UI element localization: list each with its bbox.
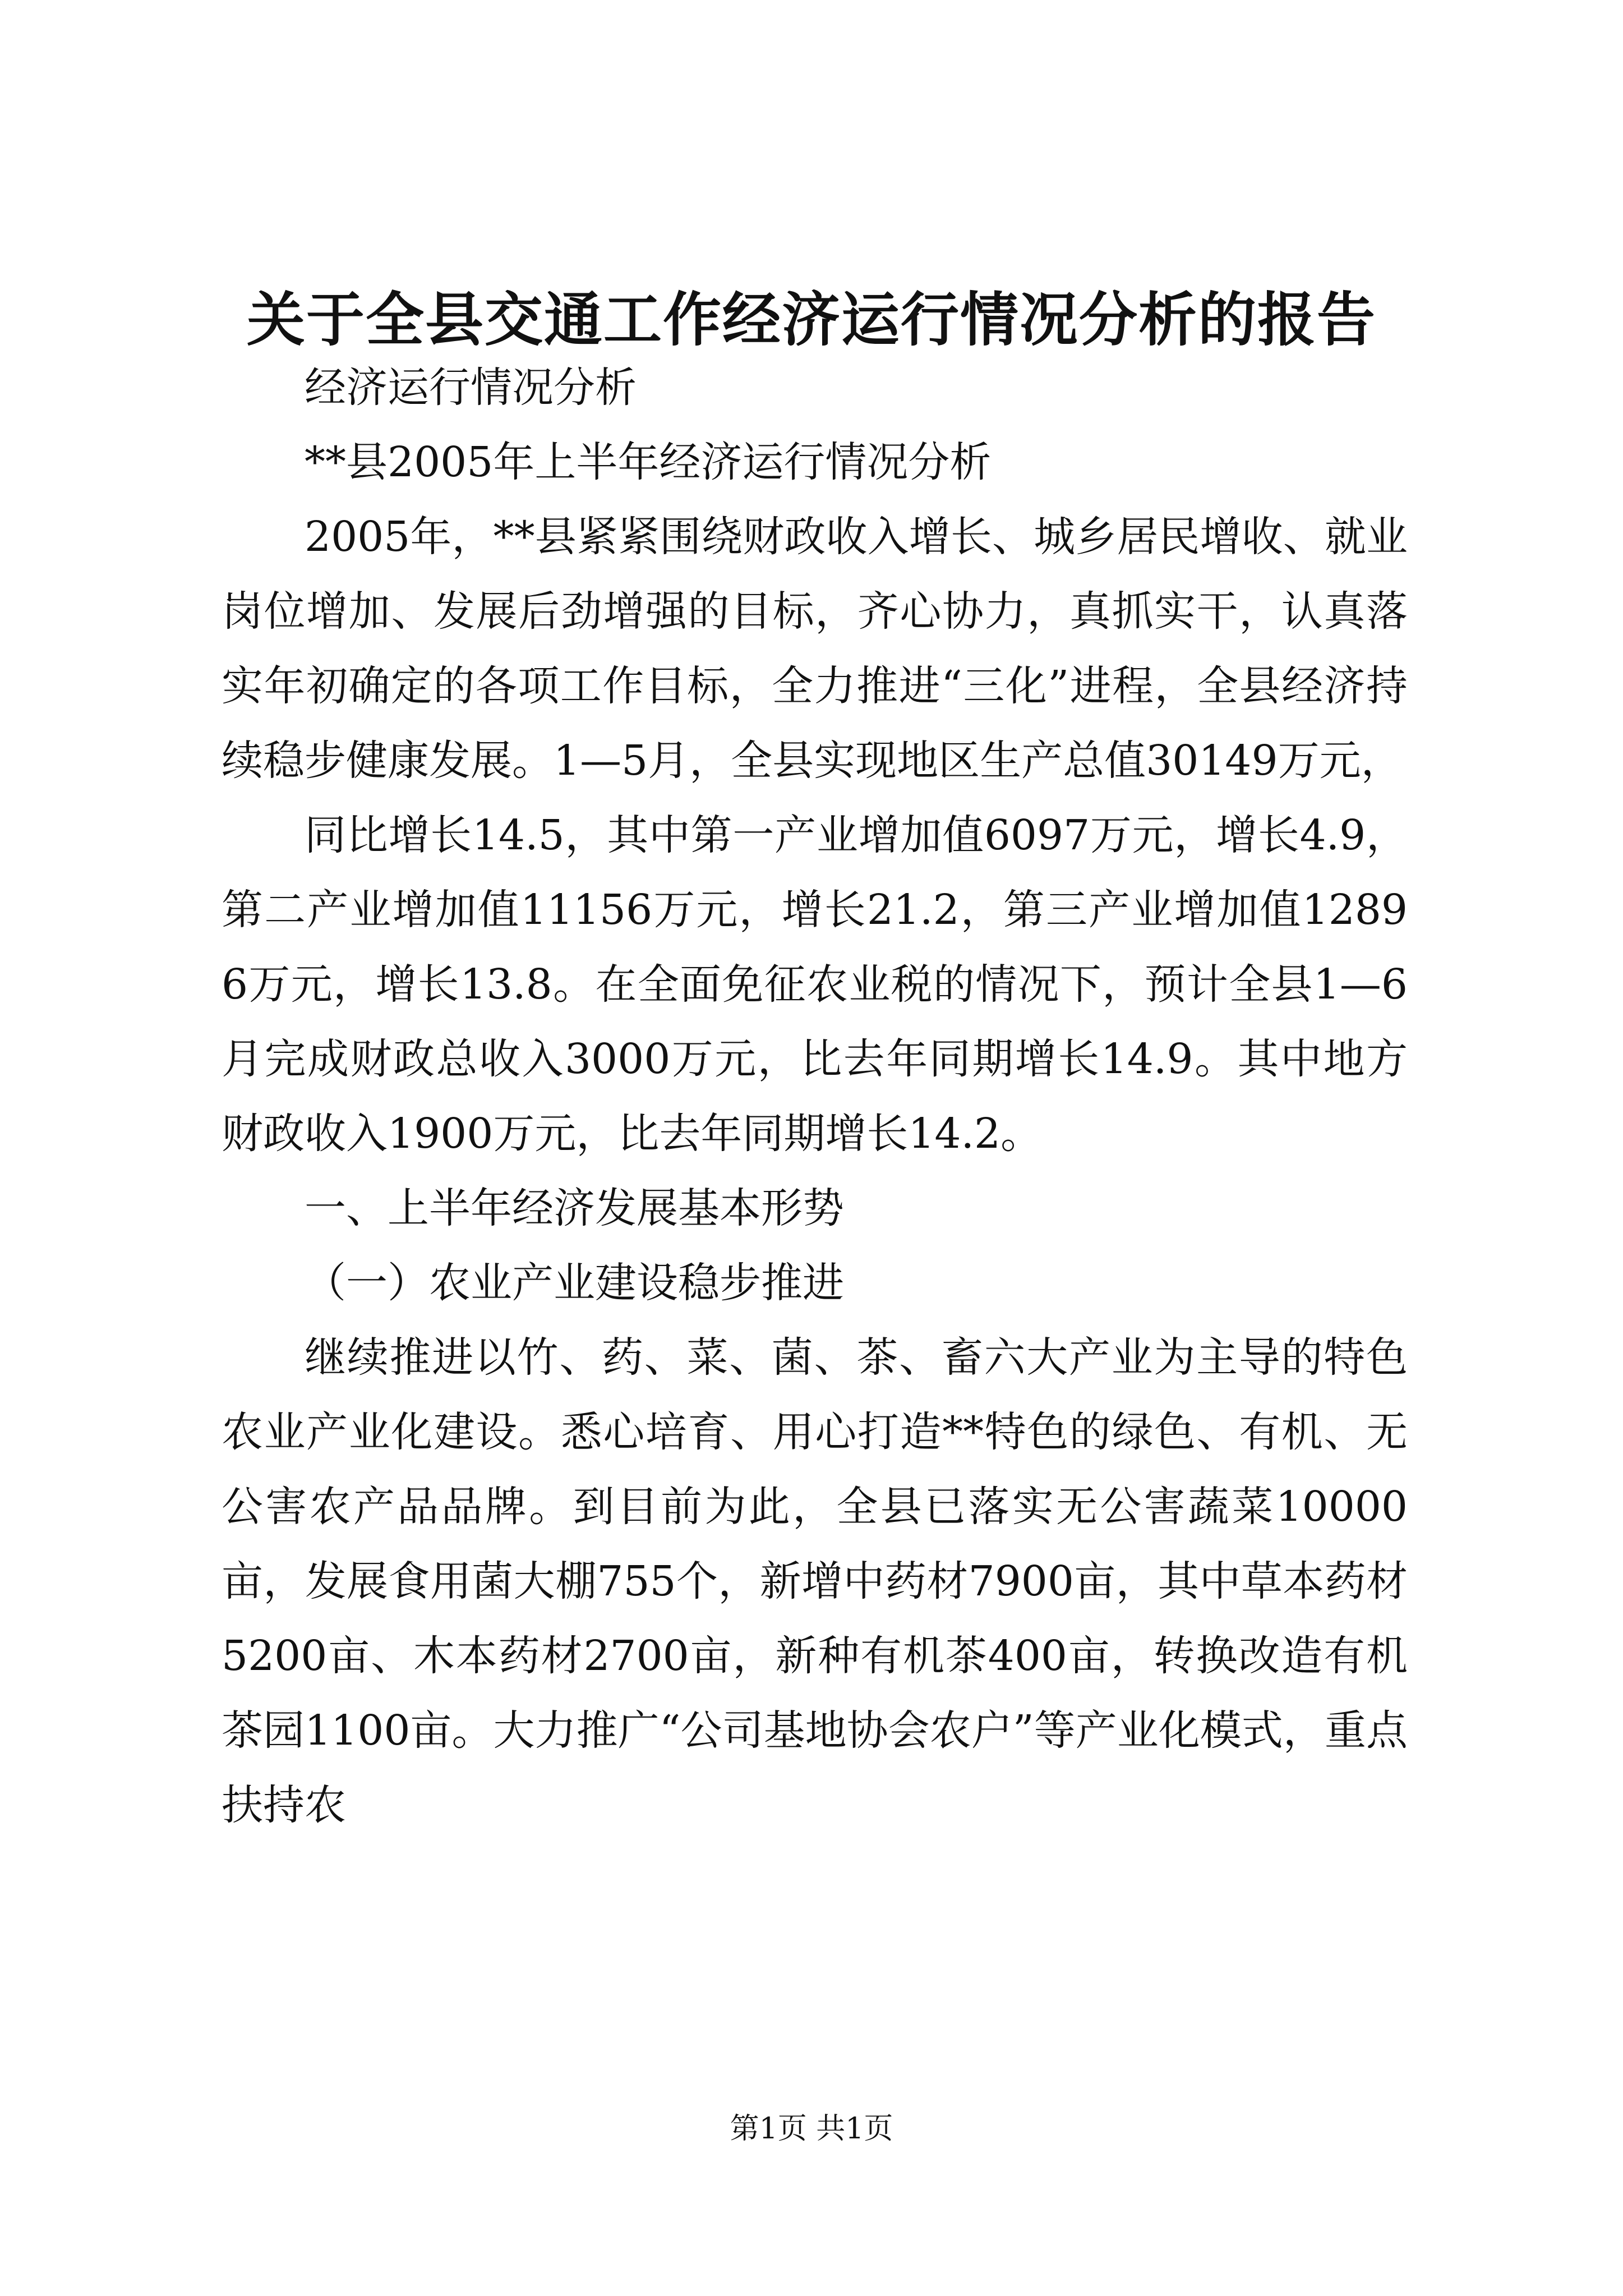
paragraph-growth-figures: 同比增长14.5，其中第一产业增加值6097万元，增长4.9，第二产业增加值11156万元，增长21.2，第三产业增加值12896万元，增长13.8。在全面免征农业税的情况下，预计全县1—6月完成财政总收入3000万元，比去年同期增长14.9。其中地方财政收入1900万元，比去年同期增长14.2。	[222, 811, 1408, 1158]
document-body	[222, 351, 1408, 1843]
section-heading: 一、上半年经济发展基本形势	[305, 1184, 844, 1232]
subsection-heading: （一）农业产业建设稳步推进	[305, 1259, 844, 1307]
paragraph-agriculture: 继续推进以竹、药、菜、菌、茶、畜六大产业为主导的特色农业产业化建设。悉心培育、用心打造**特色的绿色、有机、无公害农产品品牌。到目前为此，全县已落实无公害蔬菜10000亩，发展食用菌大棚755个，新增中药材7900亩，其中草本药材5200亩、木本药材2700亩，新种有机茶400亩，转换改造有机茶园1100亩。大力推广“公司基地协会农户”等产业化模式，重点扶持农	[222, 1333, 1408, 1829]
page-footer: 第1页 共1页	[730, 2112, 893, 2146]
paragraph-subject: 经济运行情况分析	[305, 364, 637, 412]
paragraph-subtitle: **县2005年上半年经济运行情况分析	[305, 438, 992, 486]
paragraph-overview: 2005年，**县紧紧围绕财政收入增长、城乡居民增收、就业岗位增加、发展后劲增强的目标，齐心协力，真抓实干，认真落实年初确定的各项工作目标，全力推进“三化”进程，全县经济持续稳步健康发展。1—5月，全县实现地区生产总值30149万元，	[222, 513, 1408, 785]
document-title: 关于全县交通工作经济运行情况分析的报告	[246, 285, 1376, 354]
